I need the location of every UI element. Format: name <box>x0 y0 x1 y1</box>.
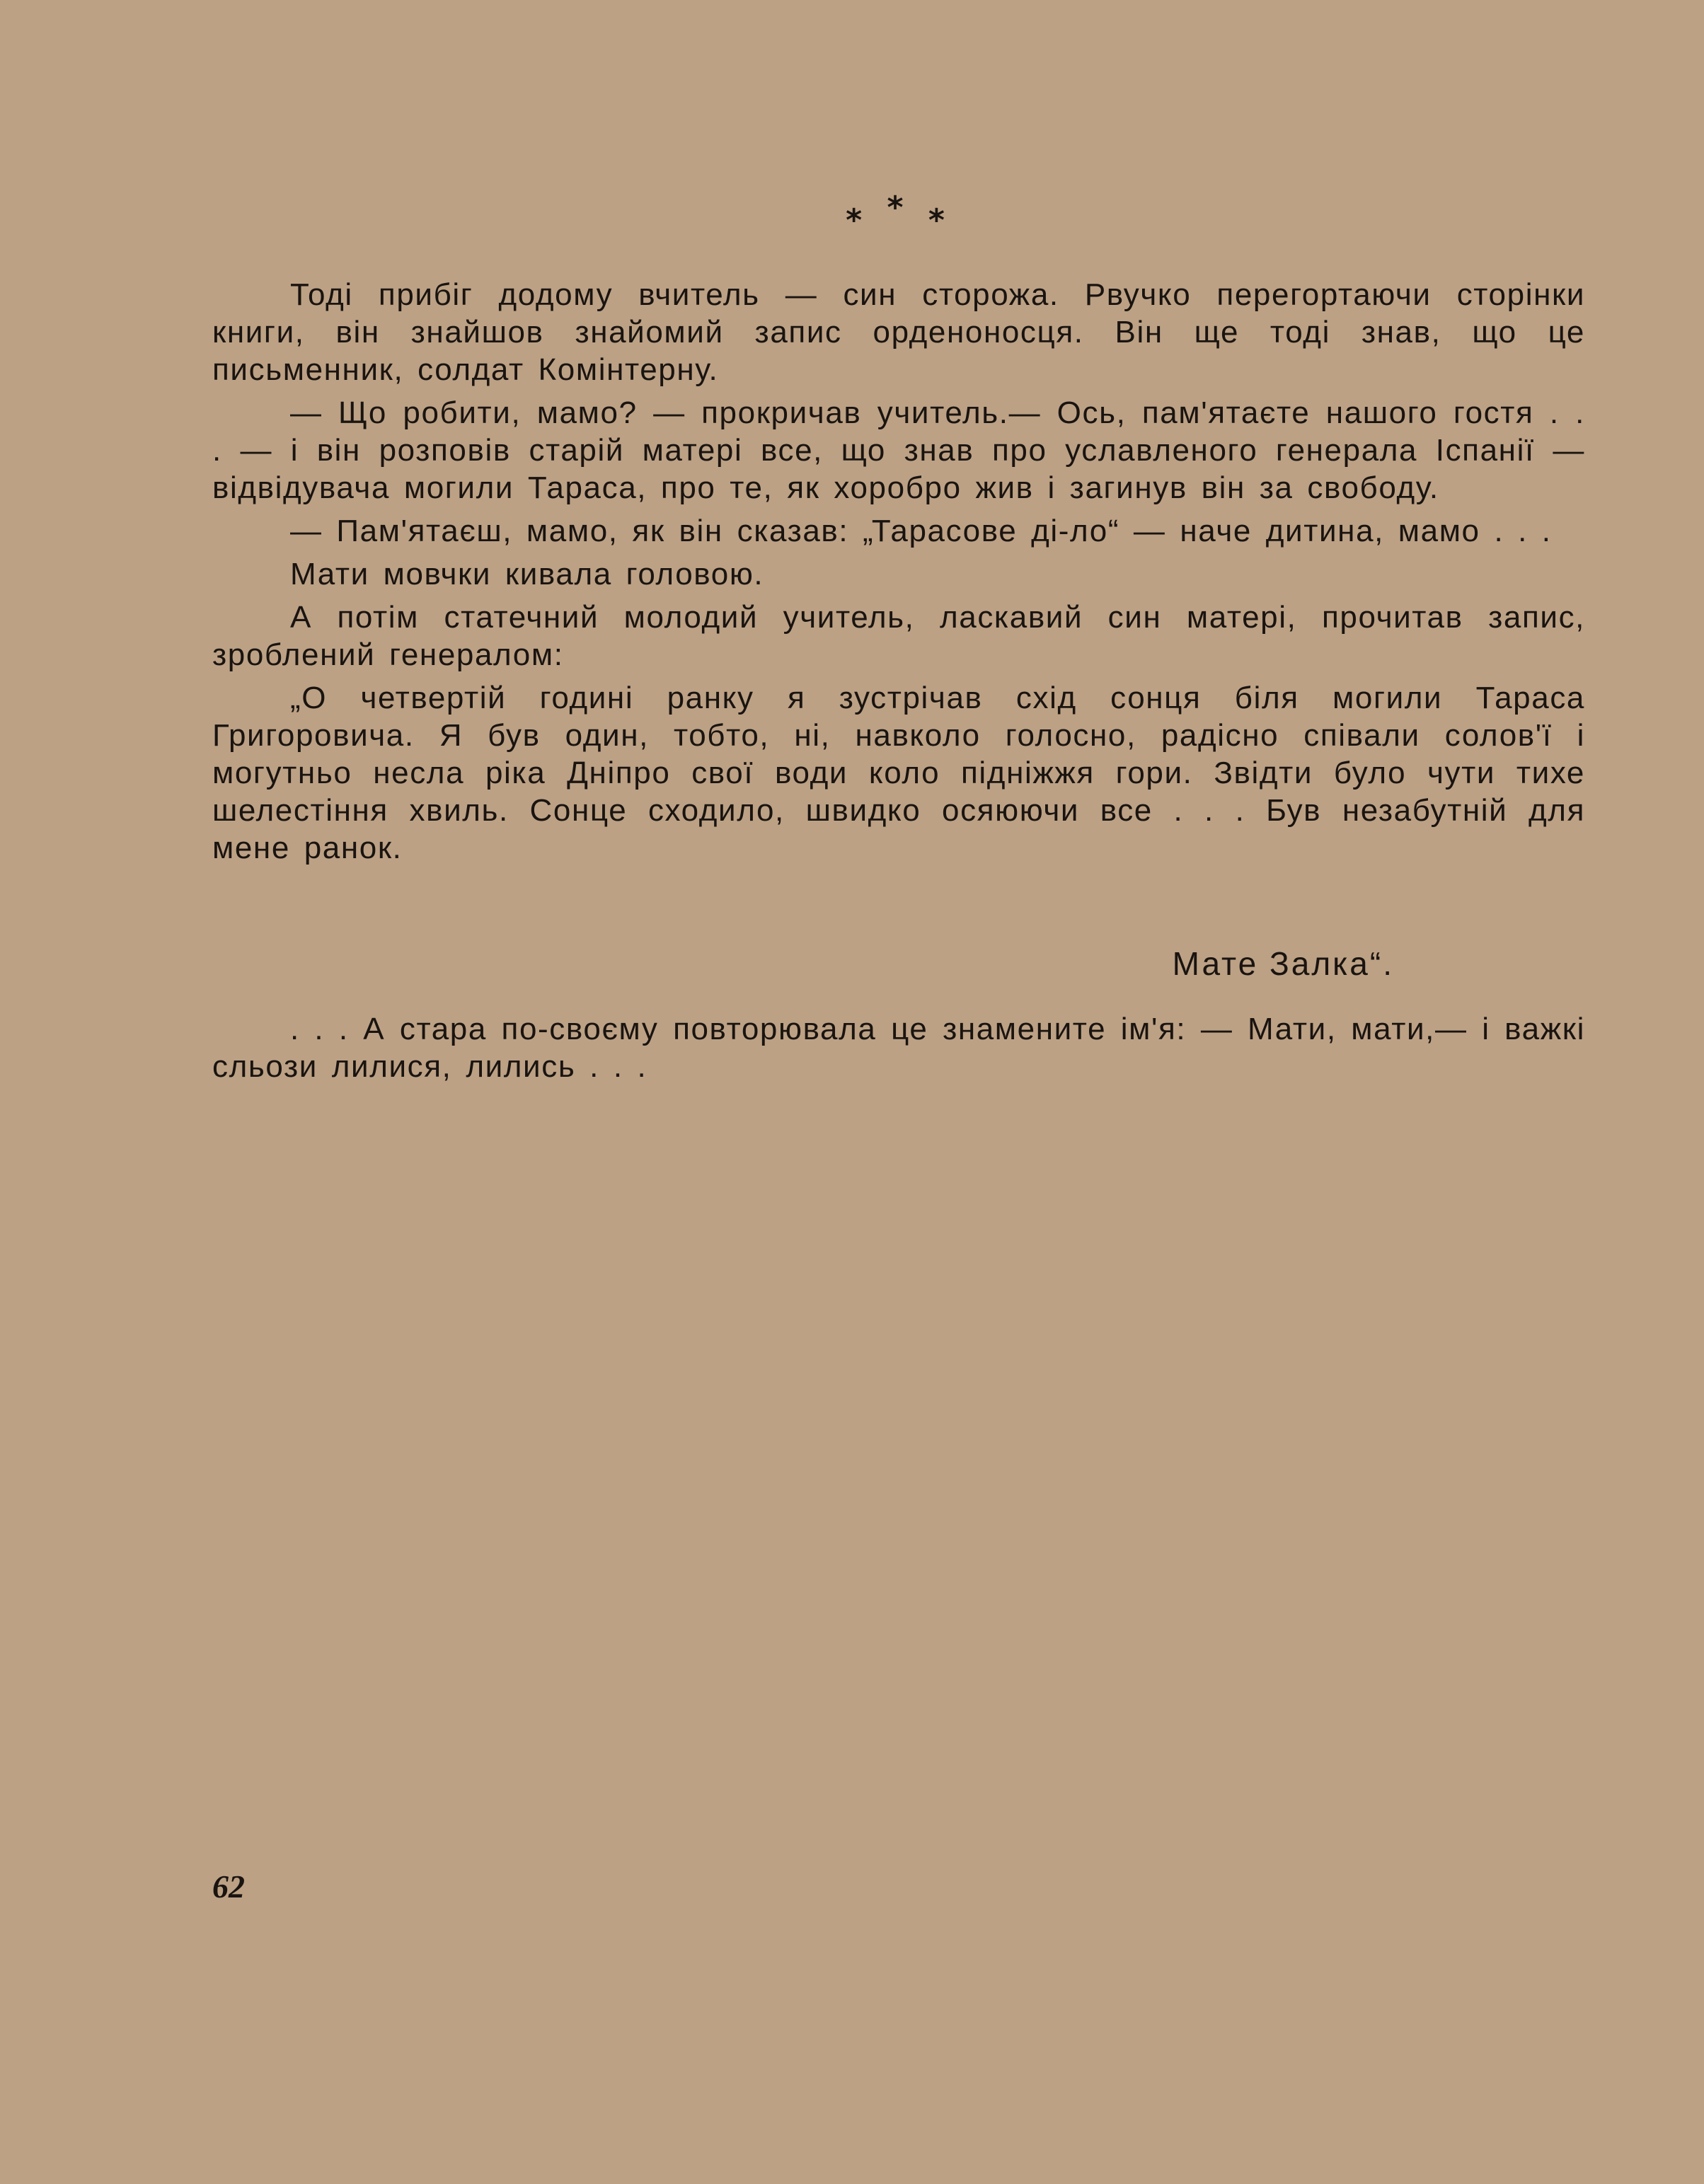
ornament-star-middle: * <box>887 190 911 226</box>
page-number: 62 <box>212 1868 245 1905</box>
paragraph: Мати мовчки кивала головою. <box>290 557 764 591</box>
ornament-star-left: * <box>846 202 870 238</box>
note-signature: Мате Залка“. <box>1172 945 1394 982</box>
paragraph: — Пам'ятаєш, мамо, як він сказав: „Тарасове ді-ло“ — наче дитина, мамо . . . <box>290 514 1552 548</box>
quoted-note: „О четвертій годині ранку я зустрічав схід сонця біля могили Тараса Григоровича. Я був один, тобто, ні, навколо голосно, радісно співали солов'ї і могутньо несла ріка Дніпро свої води коло підніжжя гори. Звідти було чути тихе шелестіння хвиль. Сонце сходило, швидко осяюючи все . . . Був незабутній для мене ранок. <box>212 681 1585 865</box>
paragraph: — Що робити, мамо? — прокричав учитель.— Ось, пам'ятаєте нашого гостя . . . — і він розповів старій матері все, що знав про уславленого генерала Іспанії — відвідувача могили Тараса, про те, як хоробро жив і загинув він за свободу. <box>212 395 1585 505</box>
ornament-star-right: * <box>928 202 952 238</box>
closing-paragraph: . . . А стара по-своєму повторювала це знамените ім'я: — Мати, мати,— і важкі сльози лилися, лились . . . <box>212 1012 1585 1084</box>
closing-text <box>212 1010 1585 1085</box>
section-ornament <box>212 190 1585 238</box>
paragraph: А потім статечний молодий учитель, ласкавий син матері, прочитав запис, зроблений генералом: <box>212 600 1585 672</box>
book-page <box>212 0 1585 2184</box>
body-text <box>212 276 1585 872</box>
paragraph: Тоді прибіг додому вчитель — син сторожа. Рвучко перегортаючи сторінки книги, він знайшов знайомий запис орденоносця. Він ще тоді знав, що це письменник, солдат Комінтерну. <box>212 277 1585 387</box>
